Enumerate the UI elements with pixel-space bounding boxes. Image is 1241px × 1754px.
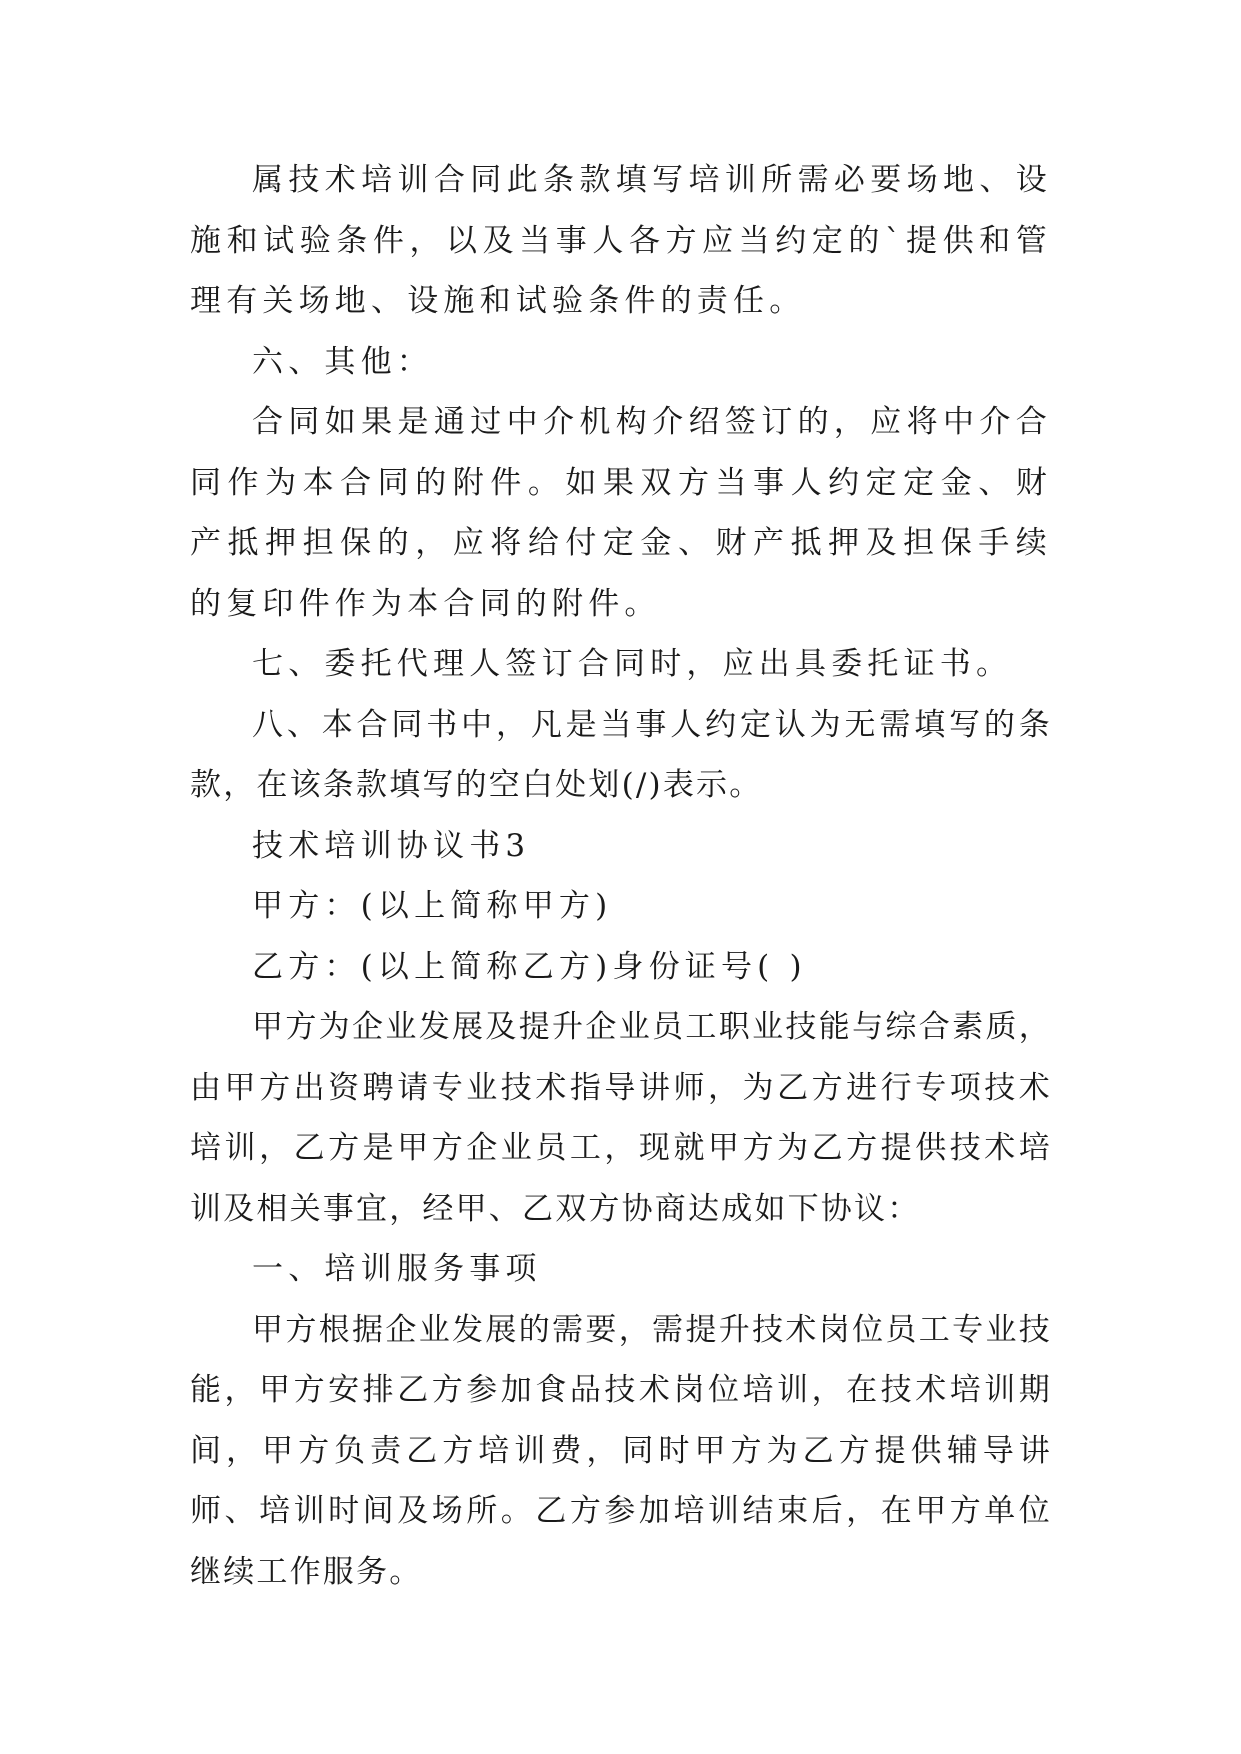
paragraph-intermediary-attachments: 合同如果是通过中介机构介绍签订的，应将中介合同作为本合同的附件。如果双方当事人约定定金、财产抵押担保的，应将给付定金、财产抵押及担保手续的复印件作为本合同的附件。: [190, 404, 1052, 622]
paragraph-agreement-preamble: 甲方为企业发展及提升企业员工职业技能与综合素质，由甲方出资聘请专业技术指导讲师，为乙方进行专项技术培训，乙方是甲方企业员工，现就甲方为乙方提供技术培训及相关事宜，经甲、乙双方协商达成如下协议：: [190, 1009, 1052, 1227]
section-heading-training-services: 一、培训服务事项: [252, 1251, 542, 1287]
paragraph-venue-facilities: 属技术培训合同此条款填写培训所需必要场地、设施和试验条件，以及当事人各方应当约定的`提供和管理有关场地、设施和试验条件的责任。: [190, 162, 1052, 319]
paragraph-blank-clauses: 八、本合同书中，凡是当事人约定认为无需填写的条款，在该条款填写的空白处划(/)表示。: [190, 706, 1052, 803]
party-b-line: 乙方：(以上简称乙方)身份证号( ): [252, 948, 807, 985]
paragraph-training-arrangement: 甲方根据企业发展的需要，需提升技术岗位员工专业技能，甲方安排乙方参加食品技术岗位培训，在技术培训期间，甲方负责乙方培训费，同时甲方为乙方提供辅导讲师、培训时间及场所。乙方参加培训结束后，在甲方单位继续工作服务。: [190, 1311, 1052, 1590]
document-body: [190, 150, 1052, 1602]
party-a-line: 甲方：(以上简称甲方): [252, 888, 613, 924]
section-heading-other: 六、其他：: [252, 343, 433, 380]
paragraph-agent-certificate: 七、委托代理人签订合同时，应出具委托证书。: [252, 646, 1013, 682]
agreement-title: 技术培训协议书3: [252, 827, 531, 864]
